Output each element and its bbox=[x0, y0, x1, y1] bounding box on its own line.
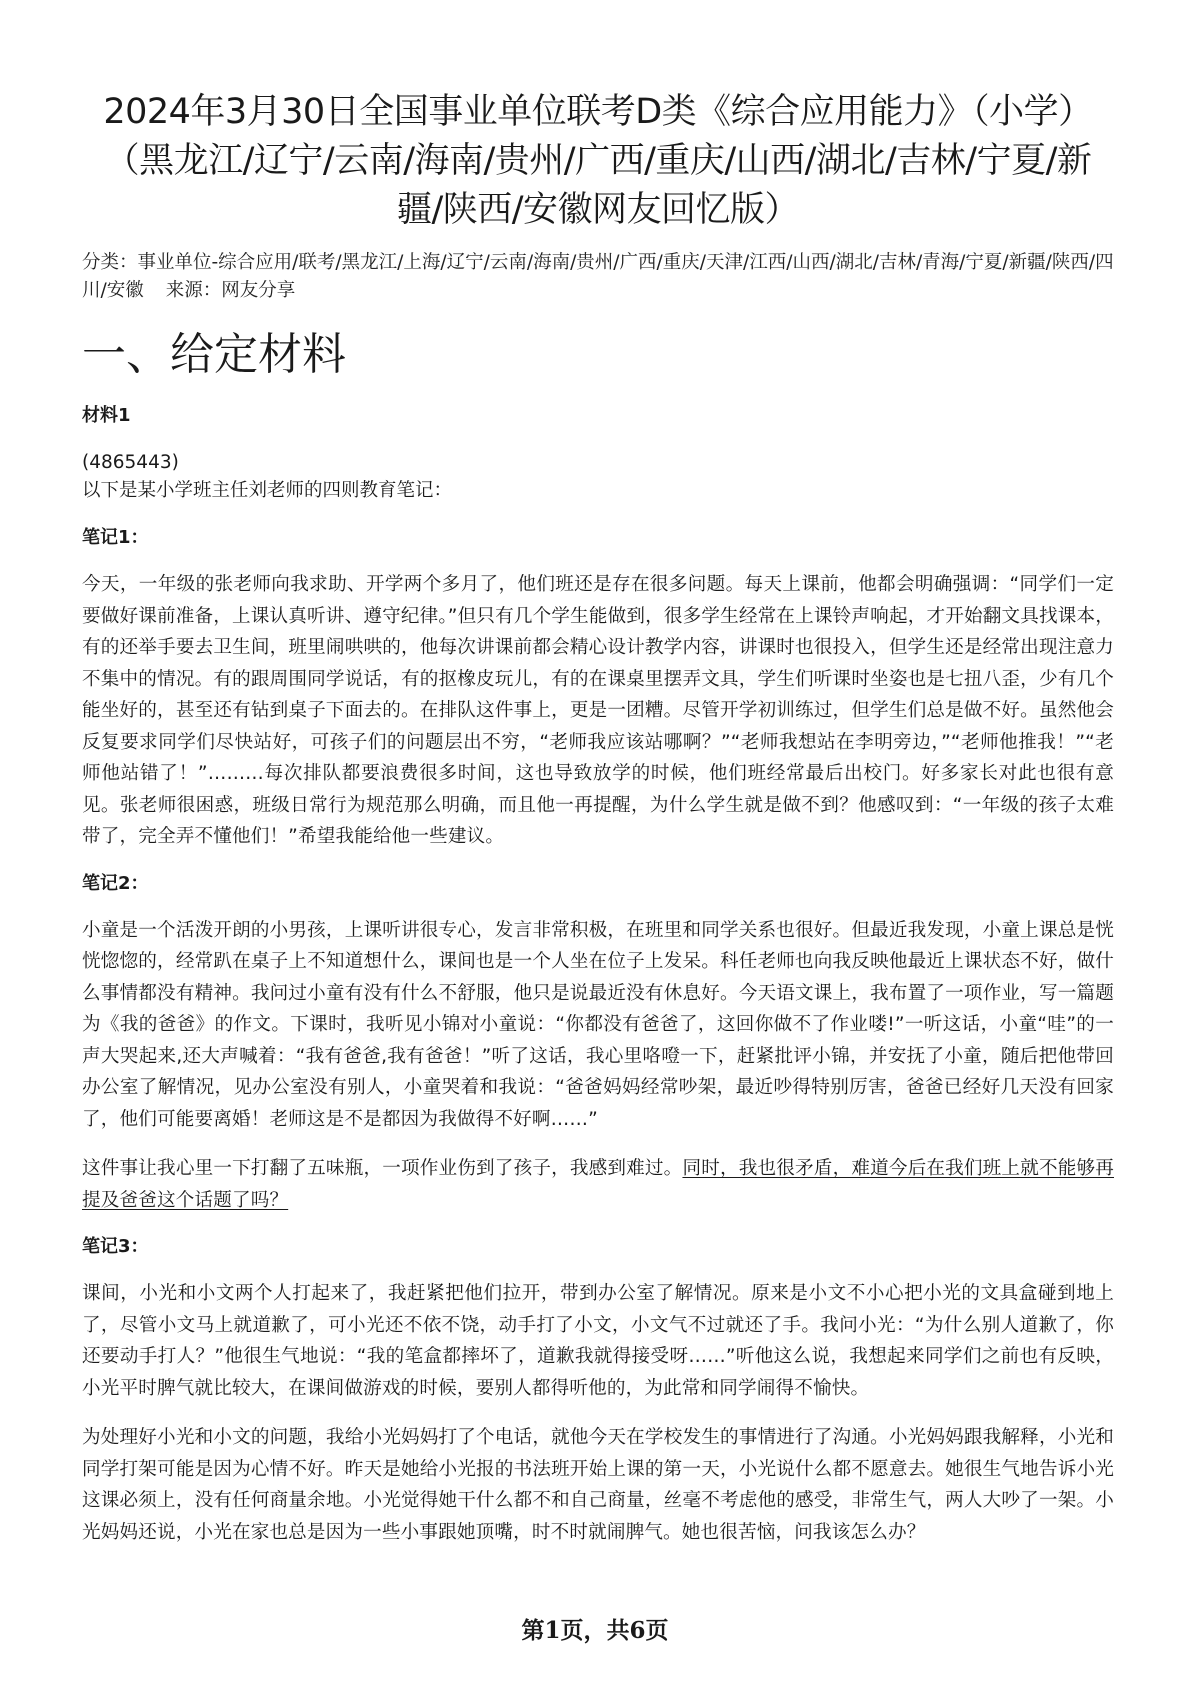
note-2-reflection-text: 这件事让我心里一下打翻了五味瓶，一项作业伤到了孩子，我感到难过。 bbox=[82, 1158, 683, 1179]
category-text: 分类：事业单位-综合应用/联考/黑龙江/上海/辽宁/云南/海南/贵州/广西/重庆/天津/江西/山西/湖北/吉林/青海/宁夏/新疆/陕西/四川/安徽 bbox=[82, 252, 1114, 301]
material-label: 材料1 bbox=[82, 405, 131, 426]
note-3-label: 笔记3： bbox=[82, 1236, 149, 1257]
note-1-label: 笔记1： bbox=[82, 527, 149, 548]
document-meta bbox=[82, 249, 1114, 305]
note-2-reflection bbox=[82, 1153, 1114, 1216]
note-3-paragraph-2: 为处理好小光和小文的问题，我给小光妈妈打了个电话，就他今天在学校发生的事情进行了沟通。小光妈妈跟我解释，小光和同学打架可能是因为心情不好。昨天是她给小光报的书法班开始上课的第一天，小光说什么都不愿意去。她很生气地告诉小光这课必须上，没有任何商量余地。小光觉得她干什么都不和自己商量，丝毫不考虑他的感受，非常生气，两人大吵了一架。小光妈妈还说，小光在家也总是因为一些小事跟她顶嘴，时不时就闹脾气。她也很苦恼，问我该怎么办？ bbox=[82, 1427, 1114, 1543]
note-2-underlined-question: 同时，我也很矛盾，难道今后在我们班上就不能够再提及爸爸这个话题了吗？ bbox=[82, 1158, 1114, 1211]
material-id: (4865443) bbox=[82, 452, 179, 473]
page-content bbox=[82, 88, 1114, 1566]
document-title: 2024年3月30日全国事业单位联考D类《综合应用能力》（小学）（黑龙江/辽宁/云南/海南/贵州/广西/重庆/山西/湖北/吉林/宁夏/新疆/陕西/安徽网友回忆版） bbox=[103, 92, 1093, 230]
note-3-paragraph-1: 课间，小光和小文两个人打起来了，我赶紧把他们拉开，带到办公室了解情况。原来是小文不小心把小光的文具盒碰到地上了，尽管小文马上就道歉了，可小光还不依不饶，动手打了小文，小文气不过就还了手。我问小光：“为什么别人道歉了，你还要动手打人？”他很生气地说：“我的笔盒都摔坏了，道歉我就得接受呀……”听他这么说，我想起来同学们之前也有反映，小光平时脾气就比较大，在课间做游戏的时候，要别人都得听他的，为此常和同学闹得不愉快。 bbox=[82, 1283, 1114, 1399]
page-number: 第1页，共6页 bbox=[521, 1617, 669, 1644]
note-1-paragraph: 今天，一年级的张老师向我求助、开学两个多月了，他们班还是存在很多问题。每天上课前，他都会明确强调：“同学们一定要做好课前准备，上课认真听讲、遵守纪律。”但只有几个学生能做到，很多学生经常在上课铃声响起，才开始翻文具找课本，有的还举手要去卫生间，班里闹哄哄的，他每次讲课前都会精心设计教学内容，讲课时也很投入，但学生还是经常出现注意力不集中的情况。有的跟周围同学说话，有的抠橡皮玩儿，有的在课桌里摆弄文具，学生们听课时坐姿也是七扭八歪，少有几个能坐好的，甚至还有钻到桌子下面去的。在排队这件事上，更是一团糟。尽管开学初训练过，但学生们总是做不好。虽然他会反复要求同学们尽快站好，可孩子们的问题层出不穷，“老师我应该站哪啊？”“老师我想站在李明旁边，”“老师他推我！”“老师他站错了！”………每次排队都要浪费很多时间，这也导致放学的时候，他们班经常最后出校门。好多家长对此也很有意见。张老师很困惑，班级日常行为规范那么明确，而且他一再提醒，为什么学生就是做不到？他感叹到：“一年级的孩子太难带了，完全弄不懂他们！”希望我能给他一些建议。 bbox=[82, 574, 1114, 847]
note-2-label: 笔记2： bbox=[82, 872, 149, 894]
section-title: 一、给定材料 bbox=[82, 329, 346, 380]
source-text: 来源：网友分享 bbox=[165, 280, 296, 301]
material-intro: 以下是某小学班主任刘老师的四则教育笔记： bbox=[82, 480, 453, 501]
note-2-paragraph: 小童是一个活泼开朗的小男孩，上课听讲很专心，发言非常积极，在班里和同学关系也很好。但最近我发现，小童上课总是恍恍惚惚的，经常趴在桌子上不知道想什么，课间也是一个人坐在位子上发呆。科任老师也向我反映他最近上课状态不好，做什么事情都没有精神。我问过小童有没有什么不舒服，他只是说最近没有休息好。今天语文课上，我布置了一项作业，写一篇题为《我的爸爸》的作文。下课时，我听见小锦对小童说：“你都没有爸爸了，这回你做不了作业喽!”一听这话，小童“哇”的一声大哭起来,还大声喊着：“我有爸爸,我有爸爸！”听了这话，我心里咯噔一下，赶紧批评小锦，并安抚了小童，随后把他带回办公室了解情况，见办公室没有别人，小童哭着和我说：“爸爸妈妈经常吵架，最近吵得特别厉害，爸爸已经好几天没有回家了，他们可能要离婚！老师这是不是都因为我做得不好啊……” bbox=[82, 919, 1114, 1130]
